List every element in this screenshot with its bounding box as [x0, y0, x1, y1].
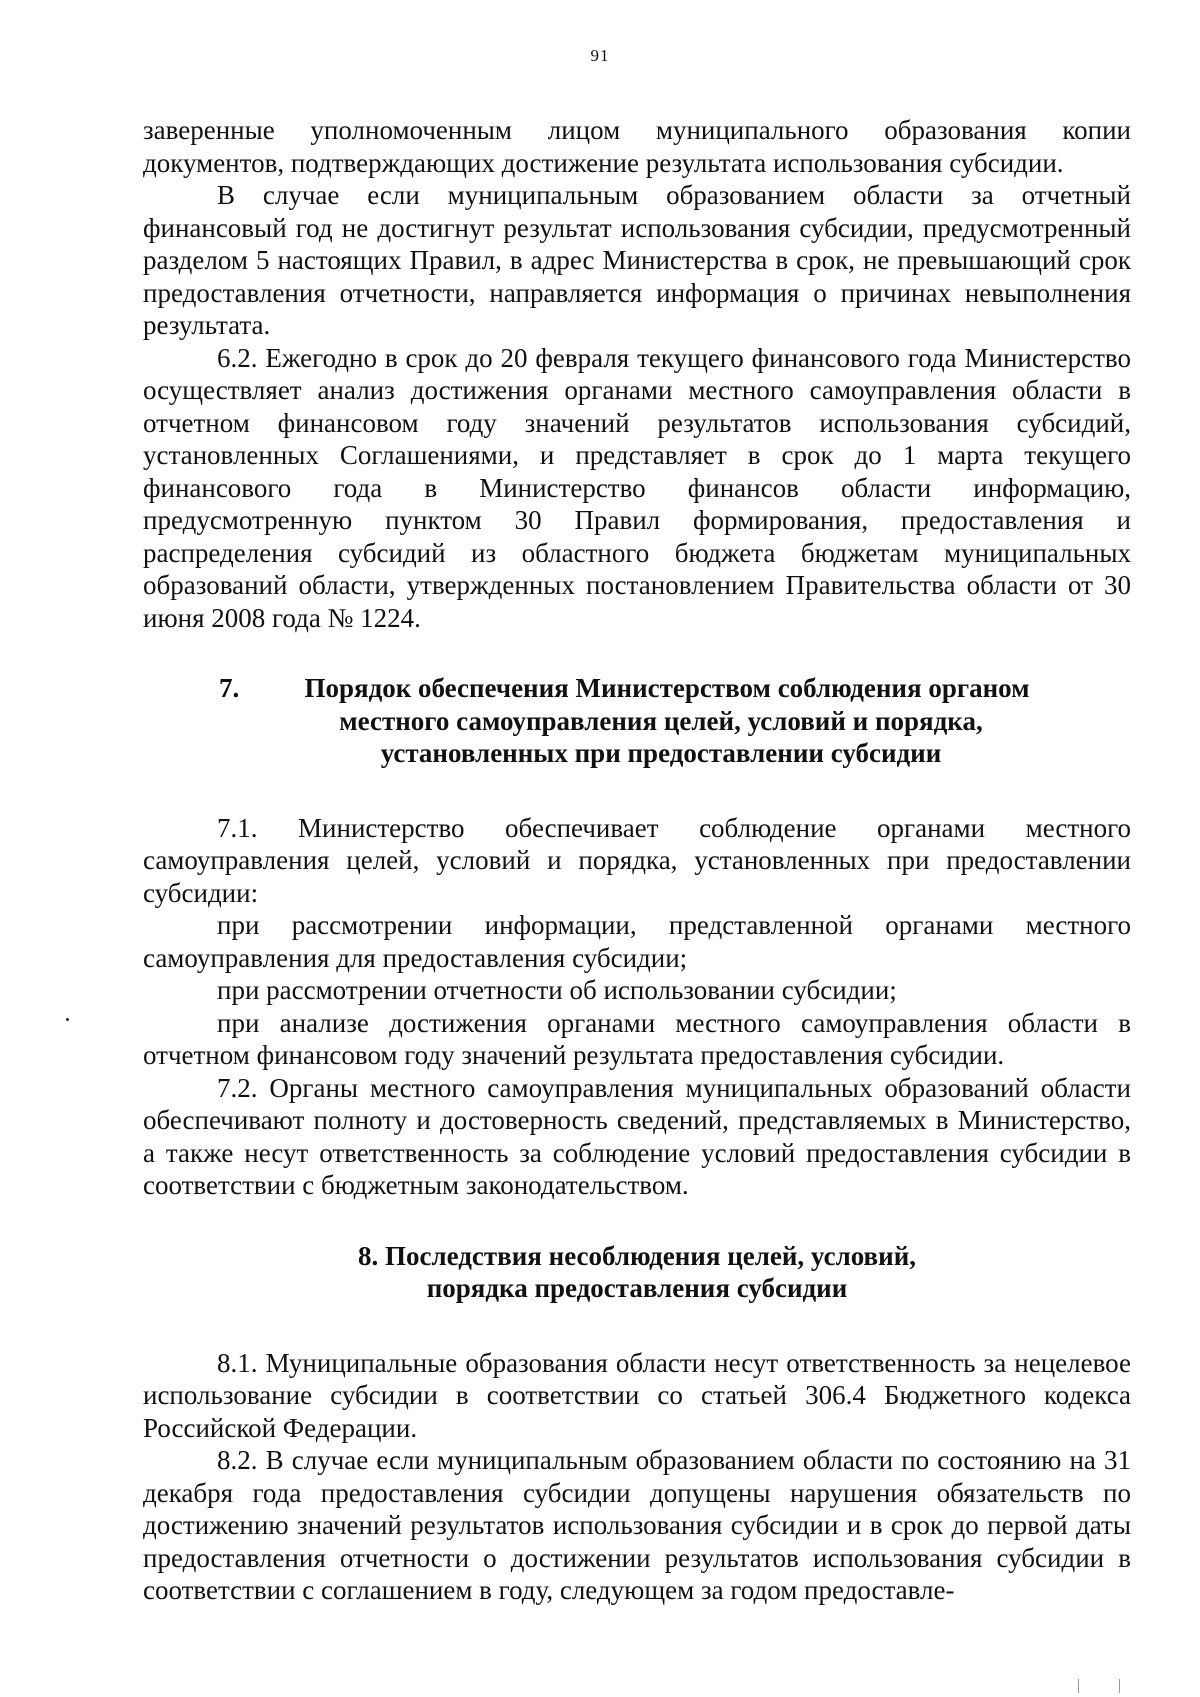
section-7-number: 7. [219, 673, 240, 703]
paragraph: 8.1. Муниципальные образования области несут ответственность за нецелевое использование субсидии в соответствии со статьей 306.4 Бюджетного кодекса Российской Федерации. [143, 1347, 1131, 1443]
paragraph: 7.2. Органы местного самоуправления муниципальных образований области обеспечивают полноту и достоверность сведений, представляемых в Министерство, а также несут ответственность за соблюдение условий предоставления субсидии в соответствии с бюджетным законодательством. [143, 1072, 1131, 1200]
list-item: при анализе достижения органами местного самоуправления области в отчетном финансовом году значений результата предоставления субсидии. [143, 1007, 1131, 1070]
section-8-title-line-1: 8. Последствия несоблюдения целей, условий, [358, 1240, 916, 1271]
section-7-title-line-1: Порядок обеспечения Министерством соблюдения органом [304, 673, 1030, 703]
paragraph: заверенные уполномоченным лицом муниципального образования копии документов, подтверждающих достижение результата использования субсидии. [143, 115, 1131, 178]
paragraph: 8.2. В случае если муниципальным образованием области по состоянию на 31 декабря года предоставления субсидии допущены нарушения обязательств по достижению значений результатов использования субсидии и в срок до первой даты предоставления отчетности о достижении результатов использования субсидии в соответствии с соглашением в году, следующем за годом предоставле- [143, 1445, 1131, 1605]
paragraph: 7.1. Министерство обеспечивает соблюдение органами местного самоуправления целей, условий и порядка, установленных при предоставлении субсидии: [143, 812, 1131, 908]
section-7-heading-line-1 [143, 672, 1131, 705]
scan-speck [66, 1018, 69, 1021]
scan-edge-mark [1078, 1679, 1120, 1693]
list-item: при рассмотрении информации, представленной органами местного самоуправления для предоставления субсидии; [143, 910, 1131, 973]
document-body [143, 114, 1131, 1607]
paragraph: В случае если муниципальным образованием области за отчетный финансовый год не достигнут результат использования субсидии, предусмотренный разделом 5 настоящих Правил, в адрес Министерства в срок, не превышающий срок предоставления отчетности, направляется информация о причинах невыполнения результата. [143, 180, 1131, 340]
paragraph: 6.2. Ежегодно в срок до 20 февраля текущего финансового года Министерство осуществляет анализ достижения органами местного самоуправления области в отчетном финансовом году значений результатов использования субсидий, установленных Соглашениями, и представляет в срок до 1 марта текущего финансового года в Министерство финансов области информацию, предусмотренную пунктом 30 Правил формирования, предоставления и распределения субсидий из областного бюджета бюджетам муниципальных образований области, утвержденных постановлением Правительства области от 30 июня 2008 года № 1224. [143, 342, 1131, 633]
section-7-title-line-3: установленных при предоставлении субсидии [380, 738, 942, 768]
section-7-heading [143, 672, 1131, 770]
section-8-heading [143, 1240, 1131, 1305]
section-7-title-line-2: местного самоуправления целей, условий и порядка, [339, 705, 983, 736]
list-item: при рассмотрении отчетности об использовании субсидии; [217, 975, 897, 1005]
section-8-title-line-2: порядка предоставления субсидии [426, 1273, 848, 1303]
page-number: 91 [590, 46, 610, 65]
